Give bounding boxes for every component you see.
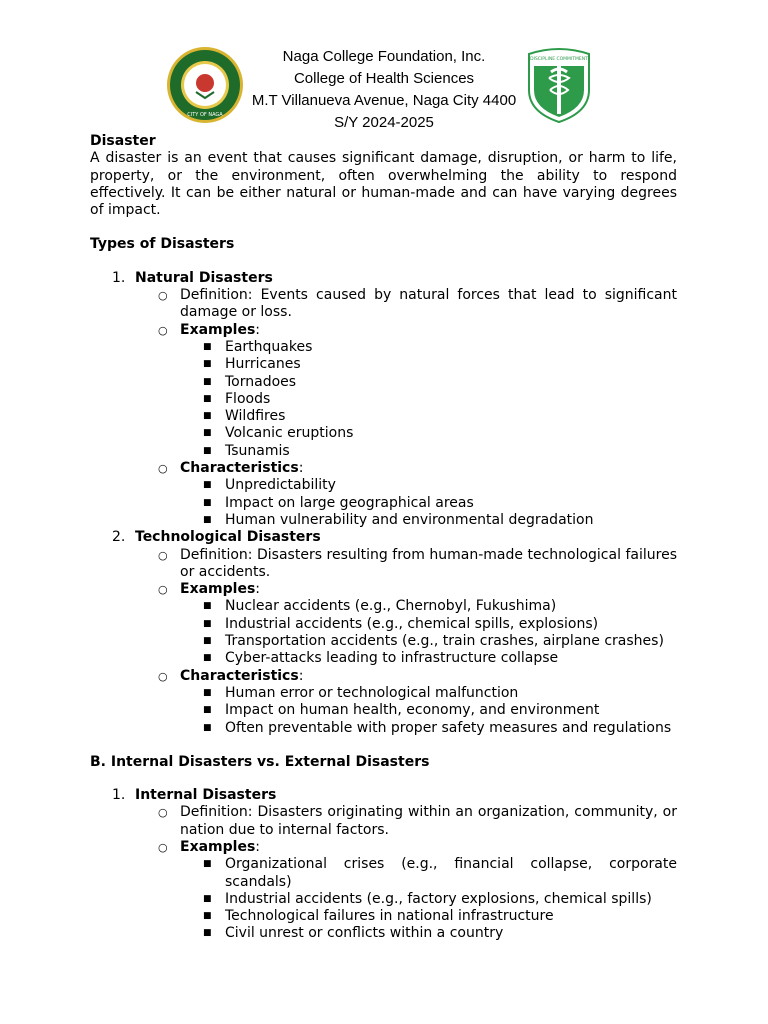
natural-definition: ○ Definition: Events caused by natural forces that lead to significant damage or loss. [158,287,677,321]
college-name: College of Health Sciences [293,70,475,87]
document-header [0,46,768,132]
circle-bullet-icon: ○ [158,583,168,597]
list-item: ■ Earthquakes [203,338,313,355]
technological-examples-label: ○ Examples: [158,581,260,598]
internal-disasters-title: Internal Disasters [135,787,277,804]
square-bullet-icon: ■ [203,636,212,647]
natural-disasters-title: Natural Disasters [135,269,273,286]
technological-definition: ○ Definition: Disasters resulting from human-made technological failures or accidents. [158,546,677,580]
list-item: ■ Tornadoes [203,373,297,390]
square-bullet-icon: ■ [203,911,212,922]
list-item: ■ Floods [203,390,271,407]
list-item: ■ Industrial accidents (e.g., factory explosions, chemical spills) [203,890,652,907]
list-item: ■ Transportation accidents (e.g., train crashes, airplane crashes) [203,633,664,650]
types-of-disasters-heading: Types of Disasters [90,236,235,253]
document-body [90,133,677,943]
disaster-heading: Disaster [90,133,156,149]
list-number: 2. [112,529,126,546]
circle-bullet-icon: ○ [158,806,168,820]
square-bullet-icon: ■ [203,445,212,456]
list-item: ■ Hurricanes [203,356,301,373]
disaster-definition-paragraph: A disaster is an event that causes significant damage, disruption, or harm to life, property, or the environment, often overwhelming the ability to respond effectively. It can be either natural or human-made and can have varying degrees of impact. [90,150,677,219]
square-bullet-icon: ■ [203,428,212,439]
square-bullet-icon: ■ [203,653,212,664]
list-item: ■ Impact on large geographical areas [203,494,474,511]
square-bullet-icon: ■ [203,601,212,612]
square-bullet-icon: ■ [203,376,212,387]
list-item: ■ Unpredictability [203,477,336,494]
list-item: ■ Human vulnerability and environmental degradation [203,511,594,528]
naga-college-foundation-logo [166,46,244,124]
square-bullet-icon: ■ [203,618,212,629]
square-bullet-icon: ■ [203,359,212,370]
college-of-health-sciences-logo [523,46,595,124]
square-bullet-icon: ■ [203,341,212,352]
circle-bullet-icon: ○ [158,323,168,337]
list-item: ■ Impact on human health, economy, and environment [203,702,600,719]
list-item: ■ Civil unrest or conflicts within a country [203,925,504,942]
square-bullet-icon: ■ [203,480,212,491]
right-logo-ribbon-text: DISCIPLINE COMMITMENT [530,57,588,62]
institution-address-block [248,46,520,134]
technological-disasters-title: Technological Disasters [135,529,321,546]
square-bullet-icon: ■ [203,705,212,716]
square-bullet-icon: ■ [203,893,212,904]
list-item-natural-disasters [90,270,677,287]
square-bullet-icon: ■ [203,928,212,939]
circle-bullet-icon: ○ [158,289,168,303]
list-item: ■ Nuclear accidents (e.g., Chernobyl, Fukushima) [203,598,557,615]
list-item-technological-disasters [90,529,677,546]
list-item-internal-disasters [90,787,677,804]
natural-characteristics-label: ○ Characteristics: [158,460,304,477]
circle-bullet-icon: ○ [158,840,168,854]
institution-name: Naga College Foundation, Inc. [282,48,486,65]
square-bullet-icon: ■ [203,497,212,508]
square-bullet-icon: ■ [203,722,212,733]
list-item: ■ Wildfires [203,408,286,425]
list-item: ■ Tsunamis [203,442,290,459]
square-bullet-icon: ■ [203,393,212,404]
natural-examples-label: ○ Examples: [158,321,260,338]
internal-external-heading: B. Internal Disasters vs. External Disasters [90,753,430,770]
list-item: ■ Often preventable with proper safety measures and regulations [203,719,672,736]
internal-definition: ○ Definition: Disasters originating within an organization, community, or nation due to internal factors. [158,804,677,838]
list-item: ■ Technological failures in national infrastructure [203,908,554,925]
institution-address: M.T Villanueva Avenue, Naga City 4400 [251,92,517,109]
list-number: 1. [112,787,126,804]
technological-characteristics-label: ○ Characteristics: [158,667,304,684]
list-number: 1. [112,269,126,286]
square-bullet-icon: ■ [203,859,212,870]
left-logo-bottom-text: CITY OF NAGA [187,112,223,118]
list-item: ■ Cyber-attacks leading to infrastructure collapse [203,650,559,667]
square-bullet-icon: ■ [203,514,212,525]
circle-bullet-icon: ○ [158,462,168,476]
square-bullet-icon: ■ [203,411,212,422]
school-year: S/Y 2024-2025 [334,114,434,131]
list-item: ■ Organizational crises (e.g., financial collapse, corporate scandals) [203,856,677,890]
internal-examples-label: ○ Examples: [158,838,260,855]
circle-bullet-icon: ○ [158,669,168,683]
list-item: ■ Volcanic eruptions [203,425,354,442]
list-item: ■ Human error or technological malfunction [203,684,519,701]
list-item: ■ Industrial accidents (e.g., chemical spills, explosions) [203,615,599,632]
circle-bullet-icon: ○ [158,548,168,562]
square-bullet-icon: ■ [203,687,212,698]
